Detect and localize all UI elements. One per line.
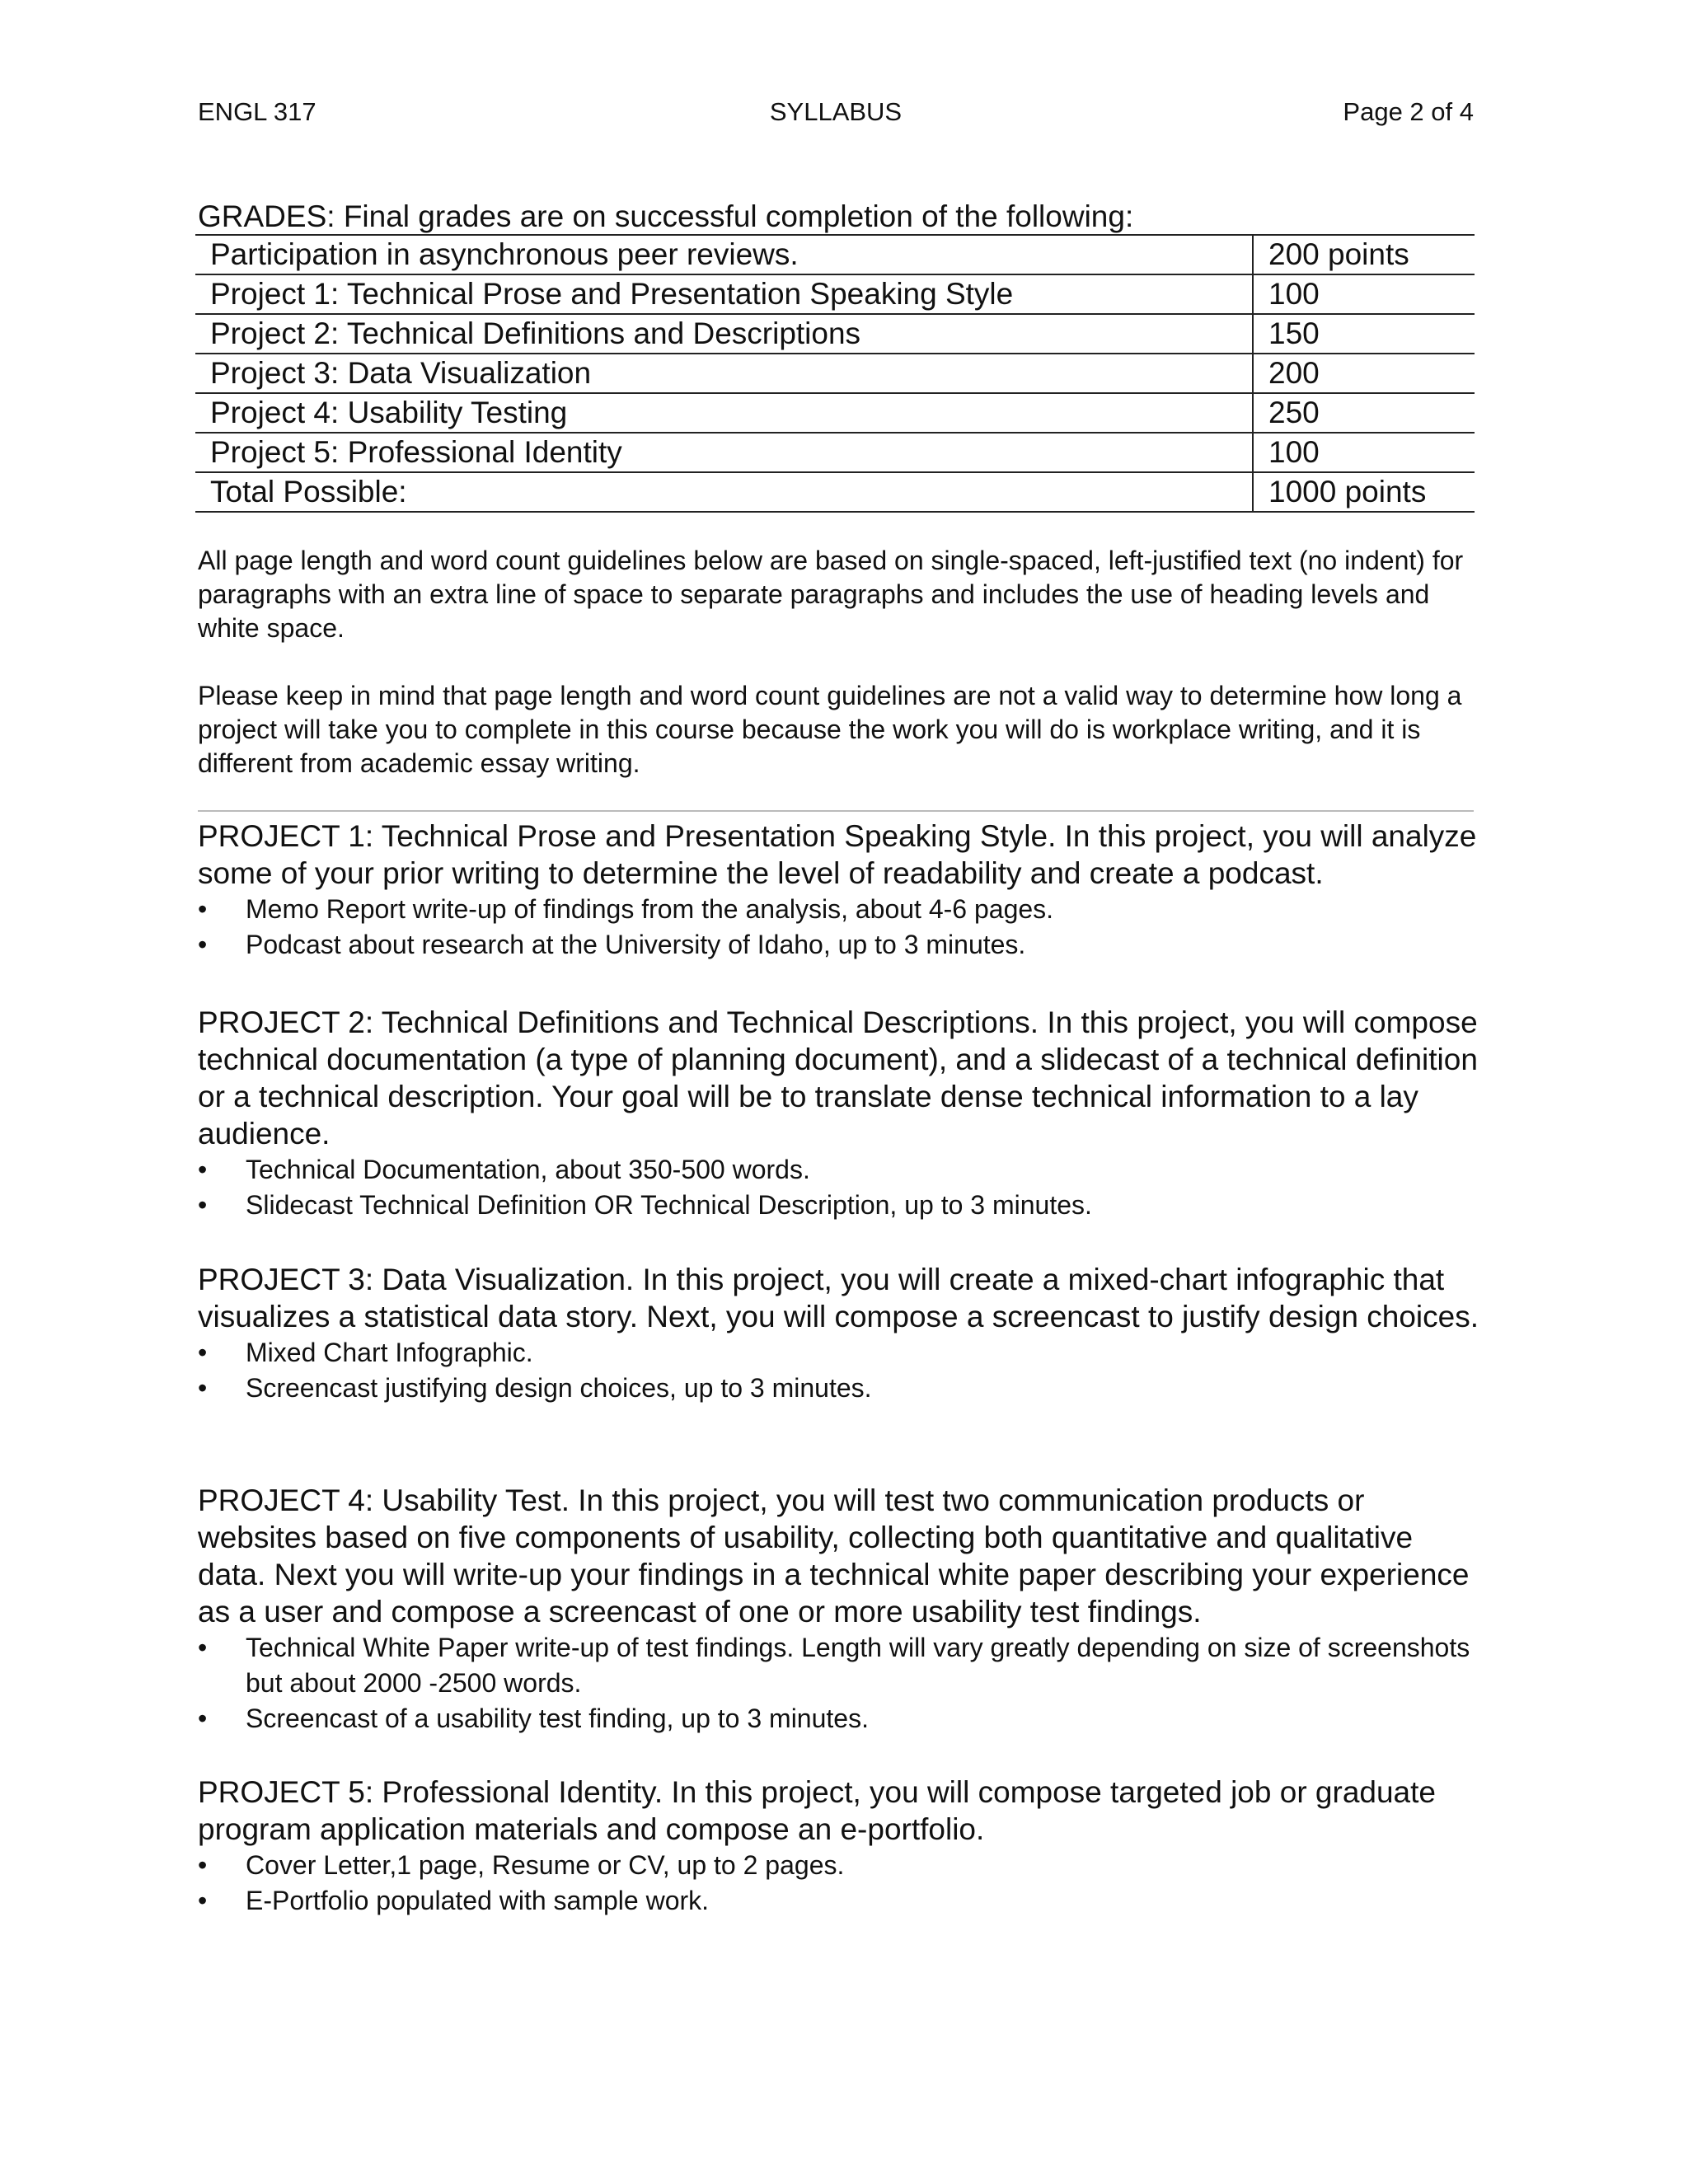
list-item xyxy=(198,1630,1484,1701)
list-item-text: Screencast of a usability test finding, up to 3 minutes. xyxy=(246,1704,869,1733)
grade-points: 250 xyxy=(1253,393,1475,433)
list-item-text: Technical Documentation, about 350-500 words. xyxy=(246,1155,810,1184)
list-item xyxy=(198,1335,1484,1371)
grade-points: 200 points xyxy=(1253,235,1475,274)
project-4-section xyxy=(198,1482,1484,1736)
grade-item: Project 5: Professional Identity xyxy=(195,433,1253,472)
list-item-text: Cover Letter,1 page, Resume or CV, up to 2 pages. xyxy=(246,1850,845,1880)
page-number: Page 2 of 4 xyxy=(1343,97,1474,126)
bullet-icon: • xyxy=(198,894,208,924)
grade-item: Project 3: Data Visualization xyxy=(195,354,1253,393)
grades-heading: GRADES: Final grades are on successful completion of the following: xyxy=(198,199,1134,233)
project-5-section xyxy=(198,1774,1484,1919)
list-item-text: Technical White Paper write-up of test findings. Length will vary greatly depending on size of screenshots but about 2000 -2500 words. xyxy=(246,1633,1470,1698)
list-item-text: Screencast justifying design choices, up to 3 minutes. xyxy=(246,1373,872,1403)
list-item xyxy=(198,1883,1484,1919)
list-item-text: Slidecast Technical Definition OR Technical Description, up to 3 minutes. xyxy=(246,1190,1092,1220)
deliverables-list xyxy=(198,1152,1484,1223)
bullet-icon: • xyxy=(198,1704,208,1733)
list-item xyxy=(198,1371,1484,1406)
guidelines-paragraph-1: All page length and word count guidelines below are based on single-spaced, left-justified text (no indent) for paragraphs with an extra line of space to separate paragraphs and includes the use of heading levels and white space. xyxy=(198,546,1464,643)
deliverables-list xyxy=(198,892,1484,963)
list-item-text: E-Portfolio populated with sample work. xyxy=(246,1886,710,1915)
list-item xyxy=(198,1152,1484,1188)
project-description: PROJECT 3: Data Visualization. In this project, you will create a mixed-chart infographic that visualizes a statistical data story. Next, you will compose a screencast to justify design choices. xyxy=(198,1263,1479,1333)
list-item xyxy=(198,1848,1484,1883)
grade-item: Project 2: Technical Definitions and Descriptions xyxy=(195,314,1253,354)
project-description: PROJECT 1: Technical Prose and Presentation Speaking Style. In this project, you will analyze some of your prior writing to determine the level of readability and create a podcast. xyxy=(198,819,1477,890)
table-row-total xyxy=(195,472,1475,512)
grade-points: 100 xyxy=(1253,433,1475,472)
list-item xyxy=(198,1188,1484,1223)
bullet-icon: • xyxy=(198,1633,208,1662)
bullet-icon: • xyxy=(198,1338,208,1367)
table-row xyxy=(195,235,1475,274)
grade-points: 150 xyxy=(1253,314,1475,354)
table-row xyxy=(195,314,1475,354)
grade-item: Project 1: Technical Prose and Presentation Speaking Style xyxy=(195,274,1253,314)
table-row xyxy=(195,393,1475,433)
grade-points: 100 xyxy=(1253,274,1475,314)
list-item xyxy=(198,927,1484,963)
list-item-text: Mixed Chart Infographic. xyxy=(246,1338,533,1367)
deliverables-list xyxy=(198,1848,1484,1919)
grade-item: Participation in asynchronous peer reviews. xyxy=(195,235,1253,274)
bullet-icon: • xyxy=(198,1155,208,1184)
table-row xyxy=(195,354,1475,393)
course-code: ENGL 317 xyxy=(198,97,316,126)
grade-item: Project 4: Usability Testing xyxy=(195,393,1253,433)
section-divider xyxy=(198,810,1474,812)
list-item-text: Podcast about research at the University of Idaho, up to 3 minutes. xyxy=(246,930,1026,959)
guidelines-paragraph-2: Please keep in mind that page length and word count guidelines are not a valid way to determine how long a project will take you to complete in this course because the work you will do is workplace writing, and it is different from academic essay writing. xyxy=(198,681,1462,778)
table-row xyxy=(195,433,1475,472)
project-description: PROJECT 4: Usability Test. In this project, you will test two communication products or websites based on five components of usability, collecting both quantitative and qualitative data. Next you will write-up your findings in a technical white paper describing your experience as a user and compose a screencast of one or more usability test findings. xyxy=(198,1483,1470,1629)
deliverables-list xyxy=(198,1630,1484,1736)
grade-item-total: Total Possible: xyxy=(195,472,1253,512)
list-item xyxy=(198,892,1484,927)
document-title: SYLLABUS xyxy=(769,97,903,126)
page-header xyxy=(198,97,1474,134)
list-item xyxy=(198,1701,1484,1736)
grade-points: 200 xyxy=(1253,354,1475,393)
project-description: PROJECT 5: Professional Identity. In this project, you will compose targeted job or graduate program application materials and compose an e-portfolio. xyxy=(198,1775,1436,1846)
bullet-icon: • xyxy=(198,1190,208,1220)
project-description: PROJECT 2: Technical Definitions and Technical Descriptions. In this project, you will compose technical documentation (a type of planning document), and a slidecast of a technical definition or a technical description. Your goal will be to translate dense technical information to a lay audience. xyxy=(198,1005,1478,1151)
grade-points-total: 1000 points xyxy=(1253,472,1475,512)
grades-table xyxy=(195,234,1475,513)
list-item-text: Memo Report write-up of findings from the analysis, about 4-6 pages. xyxy=(246,894,1054,924)
project-3-section xyxy=(198,1261,1484,1406)
deliverables-list xyxy=(198,1335,1484,1406)
bullet-icon: • xyxy=(198,930,208,959)
bullet-icon: • xyxy=(198,1886,208,1915)
project-1-section xyxy=(198,818,1484,963)
bullet-icon: • xyxy=(198,1850,208,1880)
project-2-section xyxy=(198,1004,1484,1223)
table-row xyxy=(195,274,1475,314)
bullet-icon: • xyxy=(198,1373,208,1403)
